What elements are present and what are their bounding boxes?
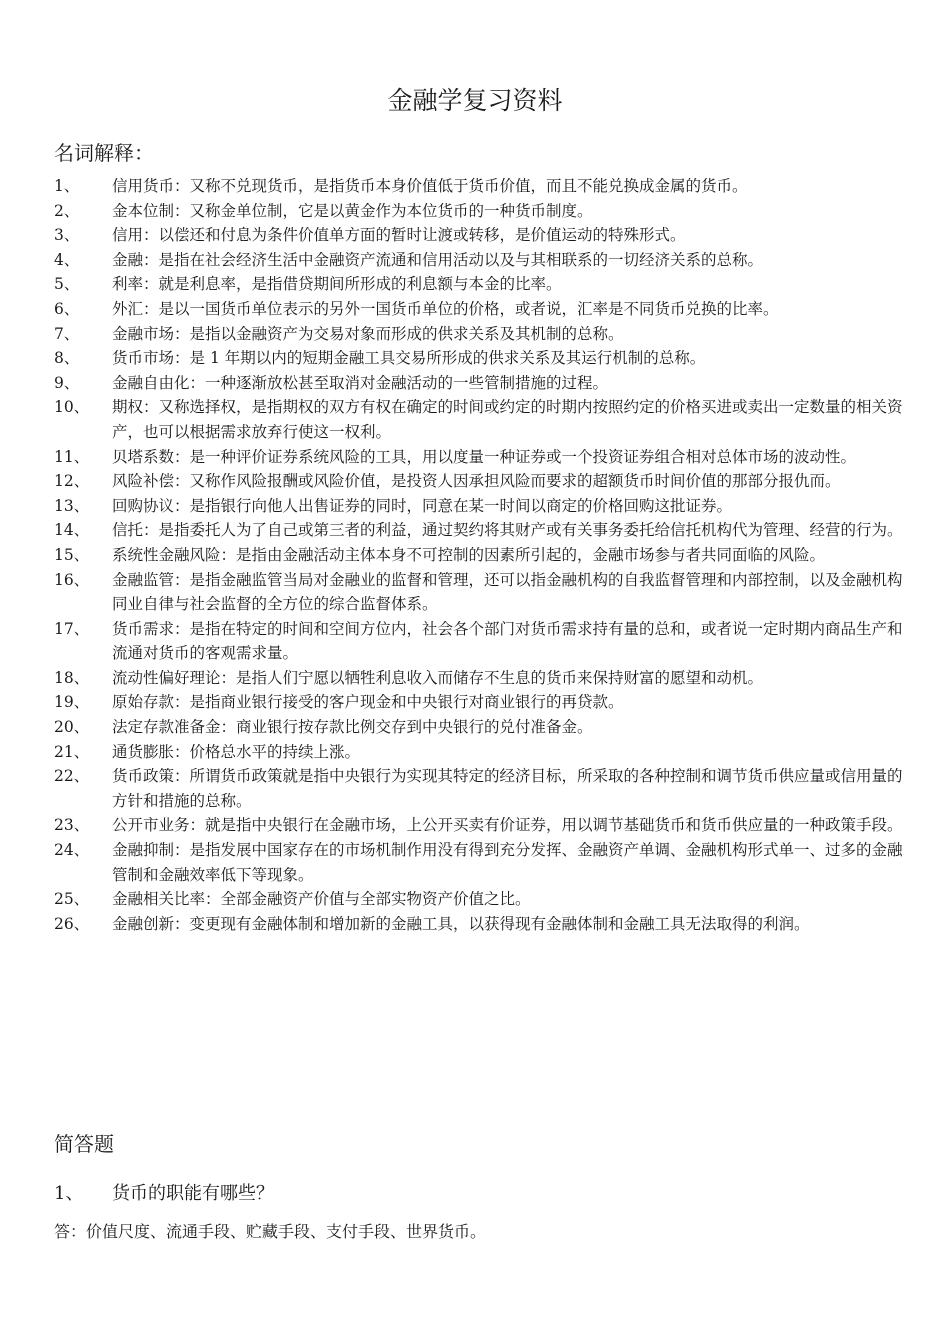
term-text — [112, 543, 906, 568]
term-text — [112, 715, 906, 740]
term-text — [112, 445, 906, 470]
document-title: 金融学复习资料 — [387, 86, 563, 115]
term-name: 外汇 — [112, 299, 144, 318]
term-number: 17、 — [54, 619, 90, 638]
term-text — [112, 690, 906, 715]
term-name: 货币需求 — [112, 619, 175, 638]
term-name: 金融创新 — [112, 914, 175, 933]
term-number: 26、 — [54, 914, 90, 933]
term-separator: ： — [220, 545, 237, 564]
term-number: 13、 — [54, 496, 90, 515]
term-separator: ： — [143, 398, 159, 417]
term-separator: ： — [174, 201, 190, 220]
term-name: 贝塔系数 — [112, 447, 175, 466]
term-item — [0, 543, 950, 568]
term-name: 公开市业务 — [112, 816, 190, 835]
term-separator: ： — [143, 226, 159, 245]
term-definition: 是指人们宁愿以牺牲利息收入而储存不生息的货币来保持财富的愿望和动机。 — [236, 668, 764, 687]
term-text — [112, 174, 906, 199]
term-number: 8、 — [54, 349, 80, 368]
term-number: 4、 — [54, 250, 80, 269]
term-separator: ： — [174, 742, 190, 761]
term-separator: ： — [220, 718, 237, 737]
term-number: 5、 — [54, 275, 80, 294]
term-number: 9、 — [54, 373, 80, 392]
term-separator: ： — [143, 521, 159, 540]
term-name: 金融相关比率 — [112, 890, 206, 909]
term-separator: ： — [174, 177, 190, 195]
question-text: 货币的职能有哪些？ — [112, 1183, 274, 1204]
term-separator: ： — [189, 816, 206, 835]
term-number: 25、 — [54, 890, 90, 909]
term-text — [112, 297, 906, 322]
term-name: 信用 — [112, 226, 144, 245]
term-definition: 是指银行向他人出售证券的同时，同意在某一时间以商定的价格回购这批证券。 — [189, 496, 733, 515]
term-definition: 价格总水平的持续上涨。 — [189, 742, 361, 761]
term-text — [112, 887, 906, 912]
term-text — [112, 494, 906, 519]
term-text — [112, 199, 906, 224]
term-number: 21、 — [54, 742, 90, 761]
term-name: 货币政策 — [112, 767, 175, 786]
section-heading-short-answer: 简答题 — [54, 1132, 114, 1156]
term-name: 货币市场 — [112, 349, 175, 368]
term-item — [0, 346, 950, 371]
term-definition: 又称选择权，是指期权的双方有权在确定的时间或约定的时期内按照约定的价格买进或卖出一定数量的相关资产，也可以根据需求放弃行使这一权利。 — [112, 398, 903, 441]
term-item — [0, 813, 950, 838]
term-text — [112, 248, 906, 273]
term-definition: 是 1 年期以内的短期金融工具交易所形成的供求关系及其运行机制的总称。 — [189, 349, 706, 368]
term-text — [112, 764, 906, 813]
term-name: 法定存款准备金 — [112, 718, 221, 737]
term-item — [0, 690, 950, 715]
term-item — [0, 764, 950, 813]
term-number: 1、 — [54, 177, 80, 195]
term-number: 12、 — [54, 472, 90, 491]
term-item — [0, 395, 950, 444]
term-name: 金融市场 — [112, 324, 175, 343]
term-number: 6、 — [54, 299, 80, 318]
term-separator: ： — [143, 250, 159, 269]
term-text — [112, 272, 906, 297]
term-definition: 商业银行按存款比例交存到中央银行的兑付准备金。 — [236, 718, 593, 737]
term-item — [0, 494, 950, 519]
term-definition: 全部金融资产价值与全部实物资产价值之比。 — [220, 890, 531, 909]
term-definition: 是指商业银行接受的客户现金和中央银行对商业银行的再贷款。 — [189, 693, 624, 712]
term-definition: 就是利息率，是指借贷期间所形成的利息额与本金的比率。 — [158, 275, 562, 294]
term-separator: ： — [174, 349, 190, 368]
term-item — [0, 248, 950, 273]
term-definition: 是指金融监管当局对金融业的监督和管理，还可以指金融机构的自我监督管理和内部控制，以及金融机构同业自律与社会监督的全方位的综合监督体系。 — [112, 570, 903, 614]
term-separator: ： — [174, 619, 190, 638]
term-separator: ： — [189, 373, 206, 392]
term-text — [112, 223, 906, 248]
term-definition: 是指在社会经济生活中金融资产流通和信用活动以及与其相联系的一切经济关系的总称。 — [158, 250, 764, 269]
term-number: 19、 — [54, 693, 90, 712]
term-number: 3、 — [54, 226, 80, 245]
term-name: 流动性偏好理论 — [112, 668, 221, 687]
answer-text: 答：价值尺度、流通手段、贮藏手段、支付手段、世界货币。 — [54, 1222, 487, 1241]
term-text — [112, 838, 906, 887]
term-separator: ： — [174, 447, 190, 466]
term-number: 14、 — [54, 521, 90, 540]
term-text — [112, 740, 906, 765]
term-item — [0, 199, 950, 224]
term-separator: ： — [174, 767, 190, 786]
term-definition: 是指在特定的时间和空间方位内，社会各个部门对货币需求持有量的总和，或者说一定时期内商品生产和流通对货币的客观需求量。 — [112, 619, 903, 663]
term-definition: 又称金单位制，它是以黄金作为本位货币的一种货币制度。 — [189, 201, 593, 220]
term-text — [112, 371, 906, 396]
term-separator: ： — [174, 914, 190, 933]
term-text — [112, 568, 906, 617]
term-name: 原始存款 — [112, 693, 175, 712]
term-item — [0, 912, 950, 937]
term-name: 信用货币 — [112, 177, 175, 195]
term-definition: 所谓货币政策就是指中央银行为实现其特定的经济目标，所采取的各种控制和调节货币供应量或信用量的方针和措施的总称。 — [112, 767, 903, 810]
term-text — [112, 469, 906, 494]
term-text — [112, 322, 906, 347]
term-name: 金本位制 — [112, 201, 175, 220]
term-text — [112, 518, 906, 543]
term-separator: ： — [174, 570, 190, 589]
term-name: 金融监管 — [112, 570, 175, 589]
question-number: 1、 — [54, 1183, 84, 1204]
term-number: 24、 — [54, 841, 90, 860]
term-name: 金融抑制 — [112, 841, 175, 860]
term-name: 信托 — [112, 521, 144, 540]
term-item — [0, 297, 950, 322]
term-separator: ： — [220, 668, 237, 687]
term-number: 18、 — [54, 668, 90, 687]
term-definition: 变更现有金融体制和增加新的金融工具，以获得现有金融体制和金融工具无法取得的利润。 — [189, 914, 810, 933]
term-item — [0, 469, 950, 494]
term-name: 系统性金融风险 — [112, 545, 221, 564]
term-definition: 又称作风险报酬或风险价值，是投资人因承担风险而要求的超额货币时间价值的那部分报仇而。 — [189, 472, 841, 491]
term-definition: 是以一国货币单位表示的另外一国货币单位的价格，或者说，汇率是不同货币兑换的比率。 — [158, 299, 779, 318]
term-definition: 是一种评价证券系统风险的工具，用以度量一种证券或一个投资证券组合相对总体市场的波动性。 — [189, 447, 857, 466]
term-separator: ： — [174, 496, 190, 515]
term-definition: 就是指中央银行在金融市场，上公开买卖有价证券，用以调节基础货币和货币供应量的一种政策手段。 — [205, 816, 903, 835]
term-item — [0, 223, 950, 248]
term-item — [0, 322, 950, 347]
term-name: 回购协议 — [112, 496, 175, 515]
term-separator: ： — [174, 324, 190, 343]
term-number: 11、 — [54, 447, 90, 466]
term-number: 7、 — [54, 324, 80, 343]
term-name: 金融自由化 — [112, 373, 190, 392]
term-item — [0, 518, 950, 543]
term-number: 22、 — [54, 767, 90, 786]
term-separator: ： — [143, 275, 159, 294]
term-text — [112, 813, 906, 838]
term-separator: ： — [205, 890, 221, 909]
term-item — [0, 715, 950, 740]
term-item — [0, 371, 950, 396]
term-text — [112, 346, 906, 371]
term-number: 10、 — [54, 398, 90, 417]
term-item — [0, 666, 950, 691]
term-separator: ： — [174, 841, 190, 860]
term-name: 期权 — [112, 398, 144, 417]
term-text — [112, 617, 906, 666]
term-item — [0, 838, 950, 887]
term-definition: 是指由金融活动主体本身不可控制的因素所引起的，金融市场参与者共同面临的风险。 — [236, 545, 826, 564]
term-number: 16、 — [54, 570, 90, 589]
term-number: 23、 — [54, 816, 90, 835]
term-text — [112, 666, 906, 691]
term-definition: 一种逐渐放松甚至取消对金融活动的一些管制措施的过程。 — [205, 373, 609, 392]
term-definition: 以偿还和付息为条件价值单方面的暂时让渡或转移，是价值运动的特殊形式。 — [158, 226, 686, 245]
term-number: 15、 — [54, 545, 90, 564]
term-definition: 又称不兑现货币，是指货币本身价值低于货币价值，而且不能兑换成金属的货币。 — [189, 177, 748, 195]
term-name: 风险补偿 — [112, 472, 175, 491]
term-item — [0, 174, 950, 199]
term-separator: ： — [174, 693, 190, 712]
term-text — [112, 395, 906, 444]
term-item — [0, 568, 950, 617]
term-name: 金融 — [112, 250, 144, 269]
term-name: 通货膨胀 — [112, 742, 175, 761]
term-text — [112, 912, 906, 937]
term-definition: 是指以金融资产为交易对象而形成的供求关系及其机制的总称。 — [189, 324, 624, 343]
term-separator: ： — [143, 299, 159, 318]
term-item — [0, 445, 950, 470]
term-number: 2、 — [54, 201, 80, 220]
term-item — [0, 272, 950, 297]
term-item — [0, 617, 950, 666]
section-heading-terms: 名词解释： — [54, 141, 154, 165]
term-definition: 是指委托人为了自己或第三者的利益，通过契约将其财产或有关事务委托给信托机构代为管理、经营的行为。 — [158, 521, 903, 540]
term-number: 20、 — [54, 718, 90, 737]
term-definition-list — [0, 174, 950, 936]
term-separator: ： — [174, 472, 190, 491]
term-name: 利率 — [112, 275, 144, 294]
term-definition: 是指发展中国家存在的市场机制作用没有得到充分发挥、金融资产单调、金融机构形式单一、过多的金融管制和金融效率低下等现象。 — [112, 841, 903, 884]
term-item — [0, 887, 950, 912]
term-item — [0, 740, 950, 765]
